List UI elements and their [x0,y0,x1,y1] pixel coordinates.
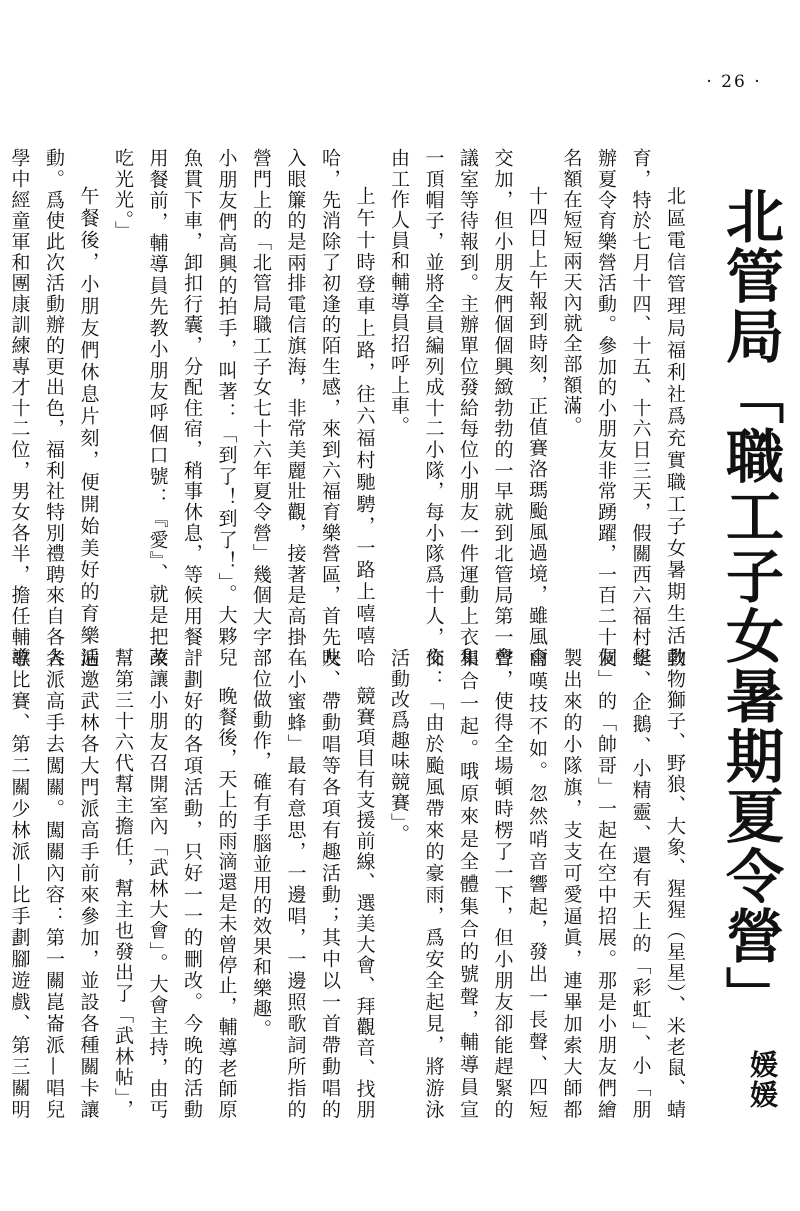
paragraph: 上午十時登車上路，往六福村馳騁，一路上嘻嘻哈哈，先消除了初逢的陌生感，來到六福育樂營區，首先映入眼簾的是兩排電信旗海，非常美麗壯觀，接著是高掛在營門上的「北管局職工子女七十六年夏令營」幾個大字，小朋友們高興的拍手，叫著：「到了！到了！」。大夥兒魚貫下車，卸扣行囊，分配住宿，稍事休息，等候用餐。用餐前，輔導員先教小朋友呼個口號：『愛』、就是把菜吃光光。」 [112,148,376,668]
paragraph: 競賽項目有支援前線、選美大會、拜觀音、找朋友、帶動唱等各項有趣活動；其中以一首帶動唱的「小蜜蜂」最有意思，一邊唱，一邊照歌詞所指的部位做動作，確有手腦並用的效果和樂趣。 [250,648,376,1120]
paragraph: 午餐後，小朋友們休息片刻，便開始美好的育樂活動。爲使此次活動辦的更出色，福利社特別禮聘來自各大學中經童軍和團康訓練專才十二位，男女各半，擔任輔導 [8,148,100,668]
paragraph: 動物獅子、野狼、大象、猩猩（星星）、米老鼠、蜻蜓、企鵝、小精靈、還有天上的「彩虹」、小「朋友」的「帥哥」一起在空中招展。那是小朋友們繪製出來的小隊旗，支支可愛逼眞，連畢加索大師都會嘆技不如。忽然哨音響起，發出一長聲、四短聲，使得全場頓時楞了一下，但小朋友卻能趕緊的集合一起。哦原來是全體集合的號聲，輔導員宣佈：「由於颱風帶來的豪雨，爲安全起見，將游泳活動改爲趣味競賽」。 [388,648,686,1120]
paragraph: 北區電信管理局福利社爲充實職工子女暑期生活教育，特於七月十四、十五、十六日三天，假關西六福村學辦夏令育樂營活動。參加的小朋友非常踴躍，一百二十個名額在短短兩天內就全部額滿。 [560,148,686,668]
lower-text-block [8,648,692,1120]
upper-text-block [8,148,692,668]
paragraph: 晚餐後，天上的雨滴還是未曾停止，輔導老師原計劃好的各項活動，只好一一的刪改。今晚的活動改讓小朋友召開室內「武林大會」。大會主持，由丐幫第三十六代幫主擔任，幫主也發出了「武林帖」，遍邀武林各大門派高手前來參加，並設各種關卡讓各派高手去闖關。闖關內容：第一關崑崙派—唱兒歌比賽、第二關少林派—比手劃腳遊戲、第三關明 [8,648,238,1120]
article-title: 北管局「職工子女暑期夏令營」 [716,186,784,1026]
article-author: 媛媛 [746,1050,779,1110]
page-number: · 26 · [706,72,762,92]
paragraph: 十四日上午報到時刻，正值賽洛瑪颱風過境，雖風雨交加，但小朋友們個個興緻勃勃的一早就到北管局第一會議室等待報到。主辦單位發給每位小朋友一件運動上衣和一頂帽子，並將全員編列成十二小隊，每小隊爲十人，交由工作人員和輔導員招呼上車。 [388,148,548,668]
